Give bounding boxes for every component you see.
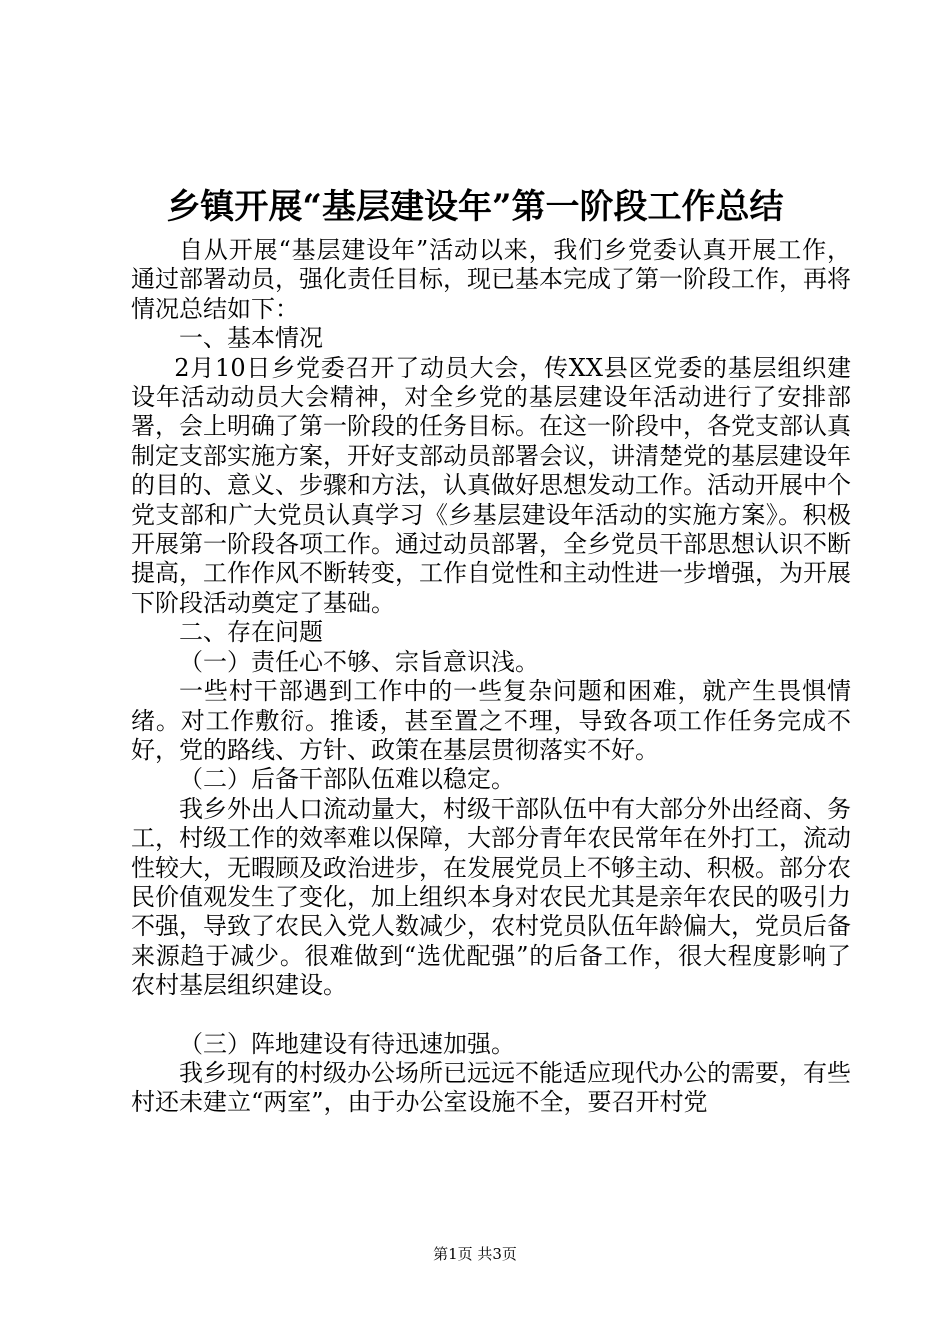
intro-paragraph: 自从开展“基层建设年”活动以来，我们乡党委认真开展工作，通过部署动员，强化责任目标，现已基本完成了第一阶段工作，再将情况总结如下： [131, 236, 851, 323]
basic-situation-paragraph: 2月10日乡党委召开了动员大会，传XX县区党委的基层组织建设年活动动员大会精神，对全乡党的基层建设年活动进行了安排部署，会上明确了第一阶段的任务目标。在这一阶段中，各党支部认真制定支部实施方案，开好支部动员部署会议，讲清楚党的基层建设年的目的、意义、步骤和方法，认真做好思想发动工作。活动开展中个党支部和广大党员认真学习《乡基层建设年活动的实施方案》。积极开展第一阶段各项工作。通过动员部署，全乡党员干部思想认识不断提高，工作作风不断转变，工作自觉性和主动性进一步增强，为开展下阶段活动奠定了基础。 [131, 353, 851, 617]
subheading-1: （一）责任心不够、宗旨意识浅。 [179, 647, 539, 676]
subheading-2: （二）后备干部队伍难以稳定。 [179, 765, 515, 794]
subheading-3: （三）阵地建设有待迅速加强。 [179, 1029, 515, 1058]
problem-3-paragraph: 我乡现有的村级办公场所已远远不能适应现代办公的需要，有些村还未建立“两室”，由于办公室设施不全，要召开村党 [131, 1058, 851, 1117]
problem-1-paragraph: 一些村干部遇到工作中的一些复杂问题和困难，就产生畏惧情绪。对工作敷衍。推诿，甚至置之不理，导致各项工作任务完成不好，党的路线、方针、政策在基层贯彻落实不好。 [131, 677, 851, 764]
page-title: 乡镇开展“基层建设年”第一阶段工作总结 [166, 187, 784, 227]
section-heading-2: 二、存在问题 [179, 618, 323, 647]
page-footer: 第1页 共3页 [433, 1245, 517, 1263]
section-heading-1: 一、基本情况 [179, 324, 323, 353]
paragraph-gap [131, 1001, 851, 1030]
document-body [131, 236, 851, 1118]
problem-2-paragraph: 我乡外出人口流动量大，村级干部队伍中有大部分外出经商、务工，村级工作的效率难以保障，大部分青年农民常年在外打工，流动性较大，无暇顾及政治进步，在发展党员上不够主动、积极。部分农民价值观发生了变化，加上组织本身对农民尤其是亲年农民的吸引力不强，导致了农民入党人数减少，农村党员队伍年龄偏大，党员后备来源趋于减少。很难做到“选优配强”的后备工作，很大程度影响了农村基层组织建设。 [131, 794, 851, 1000]
